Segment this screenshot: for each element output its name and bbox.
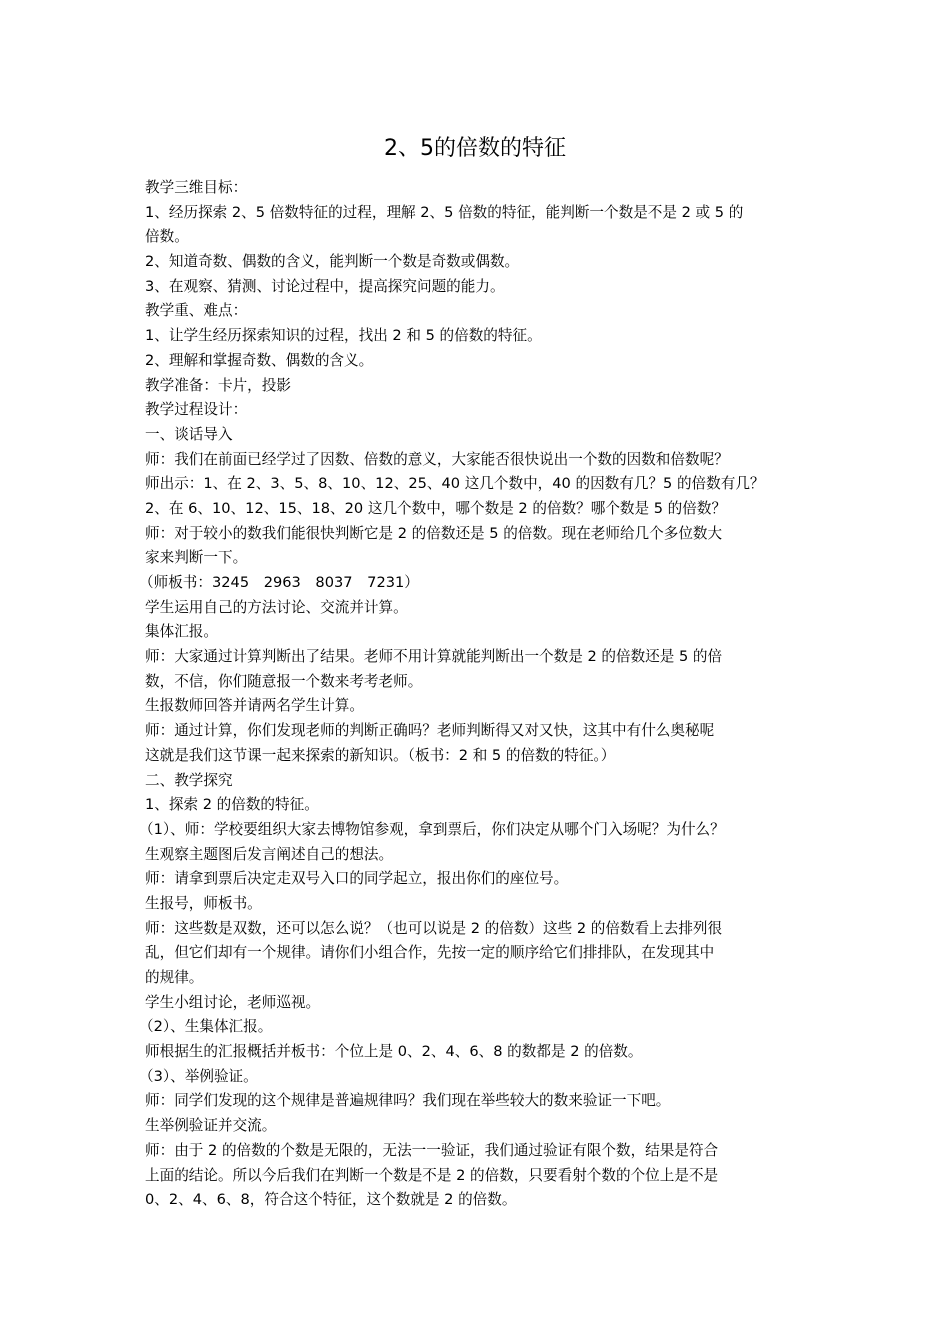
text-line: 集体汇报。 xyxy=(145,623,218,641)
text-line: 2、在 6、10、12、15、18、20 这几个数中，哪个数是 2 的倍数？哪个数是 5 的倍数？ xyxy=(145,499,727,517)
text-line: 生举例验证并交流。 xyxy=(145,1117,277,1135)
text-line: 3、在观察、猜测、讨论过程中，提高探究问题的能力。 xyxy=(145,277,505,295)
document-body xyxy=(139,176,821,1213)
text-line: 1、经历探索 2、5 倍数特征的过程，理解 2、5 倍数的特征，能判断一个数是不是 2 或 5 的 xyxy=(145,203,744,221)
text-line: 师：同学们发现的这个规律是普遍规律吗？我们现在举些较大的数来验证一下吧。 xyxy=(145,1092,671,1110)
text-line: 0、2、4、6、8，符合这个特征，这个数就是 2 的倍数。 xyxy=(145,1191,517,1209)
text-line: 教学过程设计： xyxy=(145,401,248,419)
text-line: 教学准备：卡片，投影 xyxy=(145,376,291,394)
text-line: 学生运用自己的方法讨论、交流并计算。 xyxy=(145,598,408,616)
text-line: 师根据生的汇报概括并板书：个位上是 0、2、4、6、8 的数都是 2 的倍数。 xyxy=(145,1043,643,1061)
text-line: 二、教学探究 xyxy=(145,771,233,789)
text-line: 教学重、难点： xyxy=(145,302,248,320)
text-line: 的规律。 xyxy=(145,969,204,986)
text-line: 师：我们在前面已经学过了因数、倍数的意义，大家能否很快说出一个数的因数和倍数呢？ xyxy=(145,450,729,468)
text-line: 2、理解和掌握奇数、偶数的含义。 xyxy=(145,351,374,369)
text-line: 数，不信，你们随意报一个数来考考老师。 xyxy=(145,672,423,690)
text-line: 倍数。 xyxy=(145,228,189,246)
text-line: 1、让学生经历探索知识的过程，找出 2 和 5 的倍数的特征。 xyxy=(145,327,542,345)
text-line: 师：由于 2 的倍数的个数是无限的，无法一一验证，我们通过验证有限个数，结果是符合 xyxy=(145,1141,719,1159)
text-line: 乱，但它们却有一个规律。请你们小组合作，先按一定的顺序给它们排排队，在发现其中 xyxy=(145,944,715,962)
text-line: 师出示：1、在 2、3、5、8、10、12、25、40 这几个数中，40 的因数有几？5 的倍数有几？ xyxy=(145,475,765,493)
text-line: 生报数师回答并请两名学生计算。 xyxy=(145,697,364,715)
text-line: 师：大家通过计算判断出了结果。老师不用计算就能判断出一个数是 2 的倍数还是 5 的倍 xyxy=(145,648,723,666)
text-line: 一、谈话导入 xyxy=(145,425,233,443)
text-line: 教学三维目标： xyxy=(145,179,248,196)
text-line: 师：对于较小的数我们能很快判断它是 2 的倍数还是 5 的倍数。现在老师给几个多位数大 xyxy=(145,524,723,542)
text-line: 家来判断一下。 xyxy=(145,549,248,567)
document-title: 2、5的倍数的特征 xyxy=(384,136,566,161)
text-line: 生报号，师板书。 xyxy=(145,894,262,912)
text-line: 上面的结论。所以今后我们在判断一个数是不是 2 的倍数，只要看射个数的个位上是不是 xyxy=(145,1166,719,1184)
text-line: 师：请拿到票后决定走双号入口的同学起立，报出你们的座位号。 xyxy=(145,870,569,888)
text-line: 生观察主题图后发言阐述自己的想法。 xyxy=(145,845,394,863)
text-line: （1）、师：学校要组织大家去博物馆参观，拿到票后，你们决定从哪个门入场呢？为什么？ xyxy=(139,820,725,838)
text-line: （3）、举例验证。 xyxy=(139,1067,258,1085)
text-line: 学生小组讨论，老师巡视。 xyxy=(145,993,321,1011)
text-line: （师板书：3245 2963 8037 7231） xyxy=(139,574,419,591)
text-line: 这就是我们这节课一起来探索的新知识。（板书：2 和 5 的倍数的特征。） xyxy=(145,746,616,764)
text-line: 2、知道奇数、偶数的含义，能判断一个数是奇数或偶数。 xyxy=(145,253,520,271)
text-line: 师：通过计算，你们发现老师的判断正确吗？老师判断得又对又快，这其中有什么奥秘呢 xyxy=(145,722,715,740)
text-line: （2）、生集体汇报。 xyxy=(139,1018,273,1036)
text-line: 师：这些数是双数，还可以怎么说？（也可以说是 2 的倍数）这些 2 的倍数看上去排列很 xyxy=(145,919,723,937)
text-line: 1、探索 2 的倍数的特征。 xyxy=(145,796,319,814)
